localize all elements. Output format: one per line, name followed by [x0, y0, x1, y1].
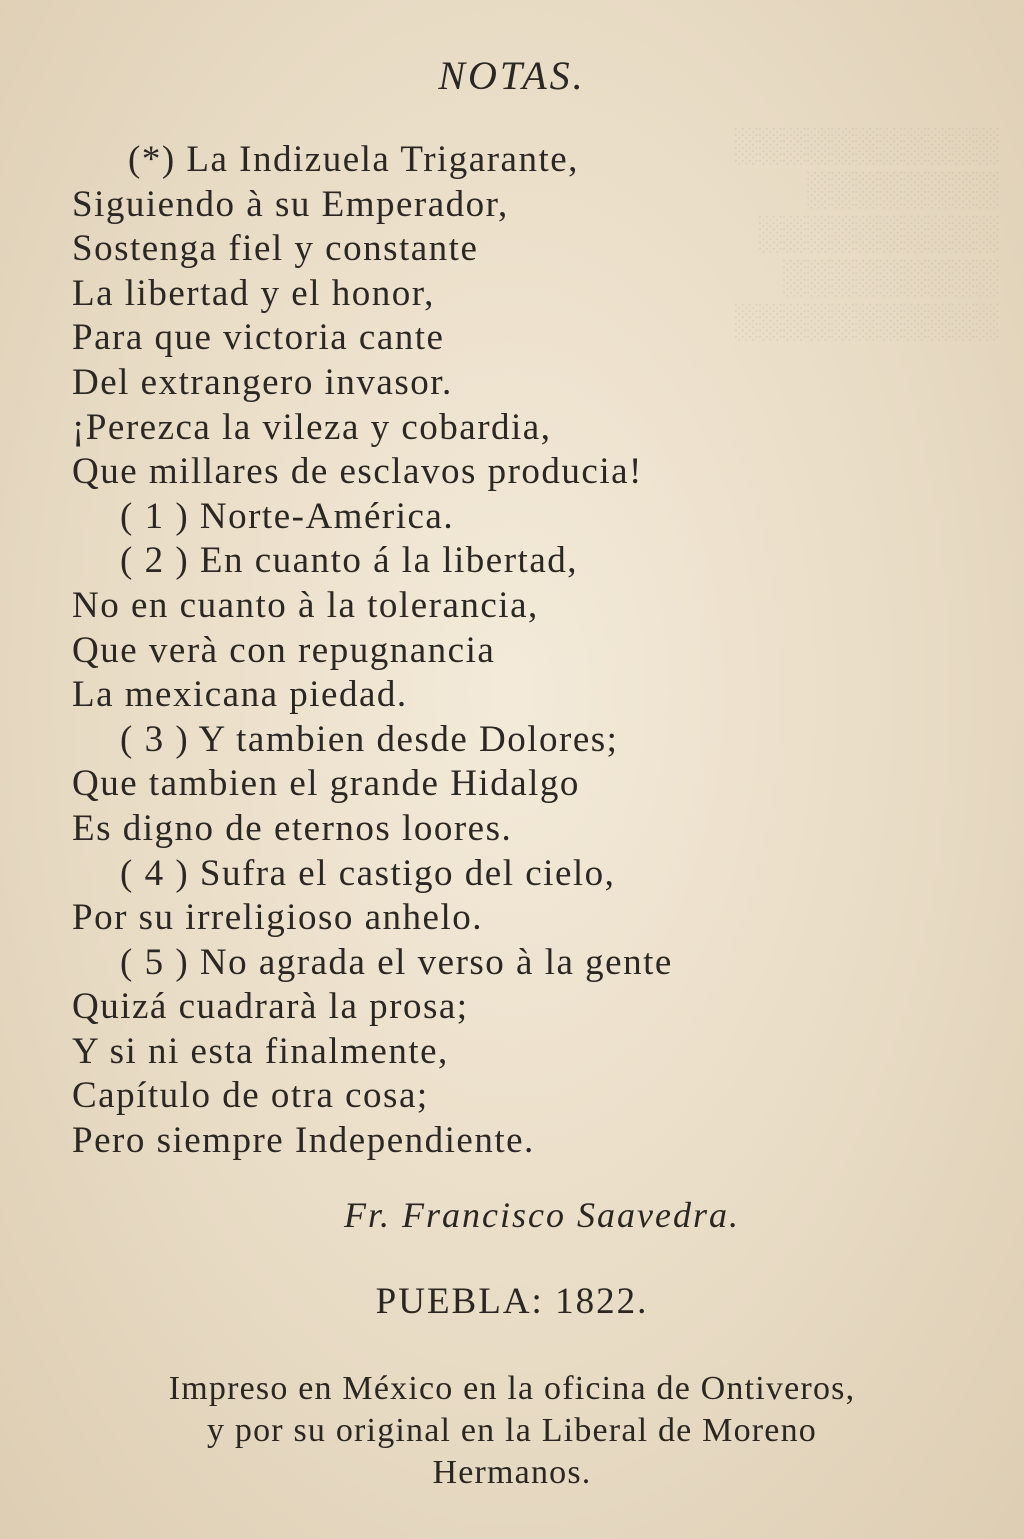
- note-line: La libertad y el honor,: [72, 272, 435, 314]
- note-line: Sostenga fiel y constante: [72, 228, 479, 270]
- note-line: Que millares de esclavos producia!: [72, 451, 643, 493]
- note-line: Es digno de eternos loores.: [72, 807, 513, 849]
- note-line: Pero siempre Independiente.: [72, 1120, 535, 1162]
- note-line: Que verà con repugnancia: [72, 629, 496, 671]
- note-line: Y si ni esta finalmente,: [72, 1030, 449, 1072]
- note-line: ( 2 ) En cuanto á la libertad,: [120, 540, 578, 582]
- note-line: Para que victoria cante: [72, 317, 445, 359]
- note-line: (*) La Indizuela Trigarante,: [128, 139, 579, 180]
- place-and-date: PUEBLA: 1822.: [375, 1281, 649, 1322]
- note-line: La mexicana piedad.: [72, 674, 408, 716]
- imprint-line: Hermanos.: [432, 1454, 592, 1491]
- note-line: ( 3 ) Y tambien desde Dolores;: [120, 718, 619, 760]
- page-title: NOTAS.: [438, 53, 586, 98]
- note-line: Siguiendo à su Emperador,: [72, 183, 509, 225]
- bleed-through-texture: ░░░░░░░░░░░ ░░░░░░░░ ░░░░░░░░░░ ░░░░░░░░░ ░░░░░░░░░░░: [735, 127, 1000, 340]
- note-line: ( 4 ) Sufra el castigo del cielo,: [120, 852, 616, 894]
- notes-body: [72, 138, 952, 1164]
- imprint-line: Impreso en México en la oficina de Ontiveros,: [168, 1370, 856, 1407]
- imprint-line: y por su original en la Liberal de Moreno: [206, 1412, 818, 1449]
- signature: Fr. Francisco Saavedra.: [344, 1195, 740, 1235]
- note-line: Por su irreligioso anhelo.: [72, 897, 484, 939]
- note-line: Del extrangero invasor.: [72, 361, 453, 403]
- note-line: Quizá cuadrarà la prosa;: [72, 986, 469, 1028]
- note-line: Que tambien el grande Hidalgo: [72, 763, 580, 805]
- imprint: [62, 1368, 962, 1494]
- note-line: No en cuanto à la tolerancia,: [72, 584, 539, 626]
- note-line: ( 5 ) No agrada el verso à la gente: [120, 941, 673, 983]
- note-line: ¡Perezca la vileza y cobardia,: [72, 406, 552, 448]
- note-line: Capítulo de otra cosa;: [72, 1075, 429, 1117]
- note-line: ( 1 ) Norte-América.: [120, 495, 455, 537]
